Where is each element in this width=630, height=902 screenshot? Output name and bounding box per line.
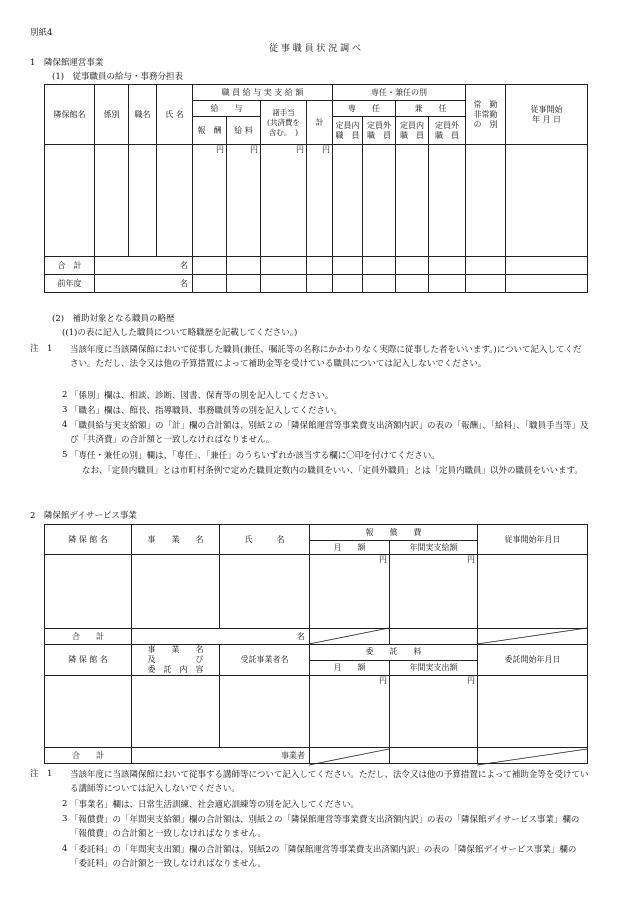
header-fulltime-parttime: 専任・兼任の別 [333, 85, 466, 101]
note-number: 注 1 [30, 769, 53, 779]
total-label: 合 計 [45, 629, 132, 645]
total-label: 合 計 [45, 257, 95, 275]
count-unit: 名 [132, 629, 310, 645]
header-commission-fee: 委 託 料 [310, 645, 478, 661]
previous-year-label: 前年度 [45, 275, 95, 293]
header-extra-staff-2: 定員外 職 員 [429, 117, 466, 145]
note-text: 「係別」欄は、相談、診断、図書、保育等の別を記入してください。 [70, 391, 334, 401]
header-fixed-staff-2: 定員内 職 員 [396, 117, 429, 145]
yen-unit: 円 [390, 555, 478, 629]
header-start-date: 従事開始年月日 [478, 525, 588, 555]
note-text: 「委託料」の「年間実支出額」欄の合計額は、別紙2の「隣保館運営等事業費支出済額内訳」の表の「隣保館デイサービス事業」欄の「委託料」の合計額と一致しなければなりません。 [70, 845, 577, 869]
header-fulltime: 専 任 [333, 101, 396, 117]
header-total: 計 [307, 101, 333, 145]
header-concurrent: 兼 任 [396, 101, 466, 117]
note-text: 「報償費」の「年間実支給額」欄の合計額は、別紙２の「隣保館運営等事業費支出済額内訳」の表の「隣保館デイサービス事業」欄の「報償費」の合計額と一致しなければなりません。 [70, 815, 580, 839]
note-text: なお、「定員内職員」とは市町村条例で定めた職員定数内の職員をいい、「定員外職員」とは「定員内職員」以外の職員をいいます。 [82, 466, 583, 476]
total-label: 合 計 [45, 748, 132, 764]
header-monthly-2: 月 額 [310, 660, 390, 676]
header-honorarium: 報 償 費 [310, 525, 478, 541]
header-allowance: 諸手当 (共済費を 含む。 ) [261, 101, 307, 145]
note-number: 2 [62, 390, 68, 400]
header-project-commission: 事 業 名 及 び 委 託 内 容 [132, 645, 220, 676]
yen-unit: 円 [307, 145, 333, 257]
section-1-title: 1 隣保館運営事業 [30, 58, 104, 68]
document-title: 従 事 職 員 状 況 調 べ [268, 44, 362, 54]
header-commission-start: 委託開始年月日 [478, 645, 588, 676]
note-text: 当該年度に当該隣保館において従事する講師等について記入してください。ただし、法令又は他の予算措置によって補助金等を受けている講師等については記入しないでください。 [70, 770, 589, 794]
header-name: 氏 名 [220, 525, 310, 555]
diagonal-line [309, 628, 389, 644]
header-extra-staff-1: 定員外 職 員 [363, 117, 396, 145]
header-monthly: 月 額 [310, 541, 390, 555]
header-fulltime-type: 常 勤 非常勤 の 別 [466, 85, 506, 145]
note-text: 「事業名」欄は、日常生活訓練、社会適応訓練等の別を記入してください。 [70, 800, 360, 810]
header-project-name: 事 業 名 [132, 525, 220, 555]
header-hall-name-2: 隣 保 館 名 [45, 645, 132, 676]
note-number: 4 [62, 420, 68, 430]
diagonal-line [309, 749, 389, 765]
yen-unit: 円 [310, 555, 390, 629]
note-text: 「職員給与実支給額」の「計」欄の合計額は、別紙２の「隣保館運営等事業費支出済額内訳」の表の「報酬」、「給料」、「職員手当等」及び「共済費」の合計額と一致しなければなりません。 [70, 421, 589, 445]
note-number: 3 [62, 405, 68, 415]
header-wage: 給 料 [227, 117, 261, 145]
section-1-2-note: ((1)の表に記入した職員について略職歴を記載してください。) [62, 328, 298, 338]
header-name: 氏 名 [157, 85, 193, 145]
header-job-title: 職名 [129, 85, 157, 145]
header-contractor: 受託事業者名 [220, 645, 310, 676]
header-remuneration: 報 酬 [193, 117, 227, 145]
diagonal-line [477, 749, 587, 765]
note-number: 3 [62, 814, 68, 824]
yen-unit: 円 [193, 145, 227, 257]
count-unit: 名 [95, 275, 193, 293]
note-number: 4 [62, 844, 68, 854]
count-unit: 名 [95, 257, 193, 275]
yen-unit: 円 [227, 145, 261, 257]
header-section: 係別 [95, 85, 129, 145]
section-2-title: 2 隣保館デイサービス事業 [30, 511, 137, 521]
header-start-date: 従事開始 年 月 日 [506, 85, 588, 145]
note-number: 2 [62, 799, 68, 809]
yen-unit: 円 [310, 676, 390, 748]
contractor-unit: 事業者 [132, 748, 310, 764]
yen-unit: 円 [390, 676, 478, 748]
note-text: 「専任・兼任の別」欄は、「専任」、「兼任」のうちいずれか該当する欄に〇印を付けてください。 [70, 451, 440, 461]
header-hall-name: 隣 保 館 名 [45, 525, 132, 555]
header-annual-paid: 年間実支給額 [390, 541, 478, 555]
section-1-subtitle: (1) 従事職員の給与・事務分担表 [52, 72, 184, 82]
header-salary-total: 職 員 給 与 実 支 給 額 [193, 85, 333, 101]
note-text: 「職名」欄は、館長、指導職員、事務職員等の別を記入してください。 [70, 406, 343, 416]
header-salary: 給 与 [193, 101, 261, 117]
yen-unit: 円 [261, 145, 307, 257]
header-annual-expense: 年間実支出額 [390, 660, 478, 676]
section-1-2-title: (2) 補助対象となる職員の略歴 [52, 314, 175, 324]
form-number: 別紙4 [30, 28, 53, 38]
note-number: 注 1 [30, 344, 53, 354]
header-fixed-staff-1: 定員内 職 員 [333, 117, 363, 145]
note-number: 5 [62, 450, 68, 460]
note-text: 当該年度に当該隣保館において従事した職員(兼任、嘱託等の名称にかかわりなく実際に従事した者をいいます。)について記入してください。ただし、法令又は他の予算措置によって補助金等を受けている職員については記入しないでください。 [70, 345, 582, 369]
diagonal-line [477, 628, 587, 644]
header-hall-name: 隣保館名 [45, 85, 95, 145]
